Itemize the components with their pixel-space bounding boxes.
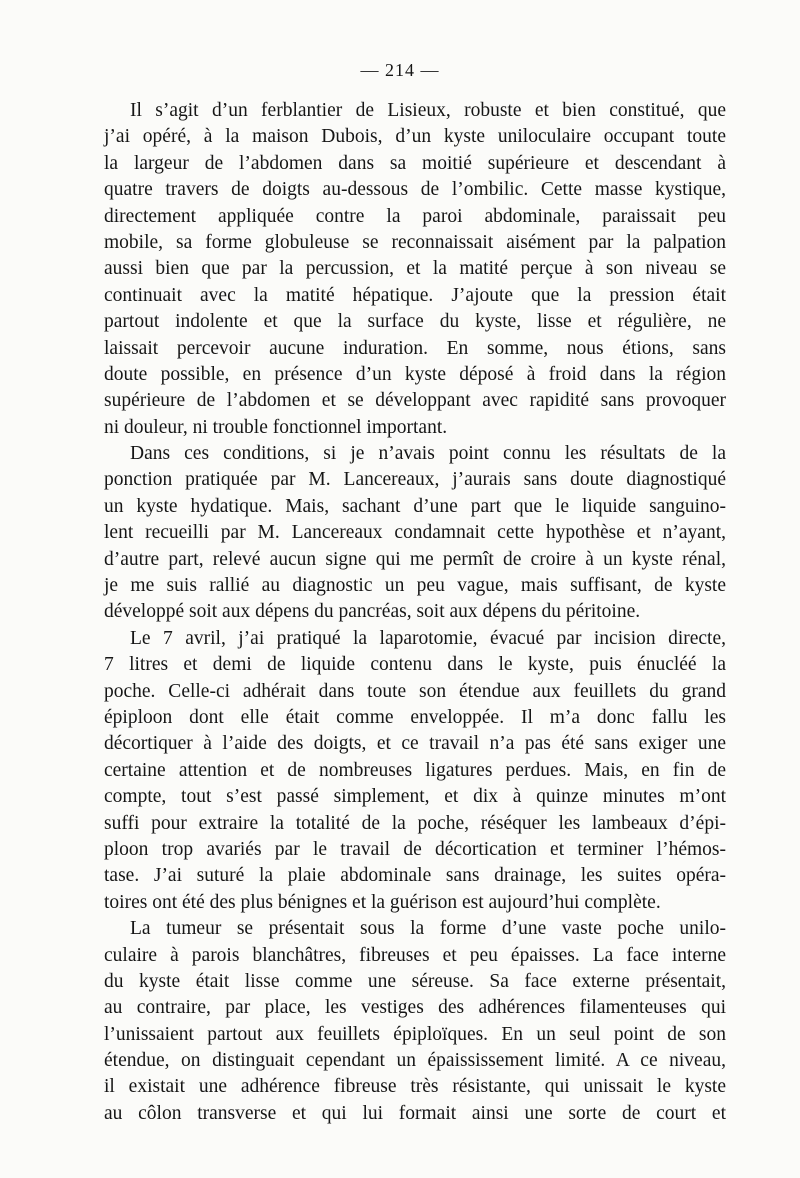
body-text [104, 98, 726, 1127]
paragraph [104, 441, 726, 626]
text-line: supérieure de l’abdomen et se développant avec rapidité sans provoquer [104, 390, 726, 412]
text-line: décortiquer à l’aide des doigts, et ce travail n’a pas été sans exiger une [104, 733, 726, 755]
text-line: épiploon dont elle était comme enveloppée. Il m’a donc fallu les [104, 706, 726, 728]
text-line: continuait avec la matité hépatique. J’ajoute que la pression était [104, 284, 726, 306]
text-line: laissait percevoir aucune induration. En somme, nous étions, sans [104, 337, 726, 359]
text-line: Le 7 avril, j’ai pratiqué la laparotomie, évacué par incision directe, [130, 627, 726, 649]
paragraph [104, 916, 726, 1127]
text-line: développé soit aux dépens du pancréas, soit aux dépens du péritoine. [104, 601, 641, 623]
text-line: toires ont été des plus bénignes et la guérison est aujourd’hui complète. [104, 891, 661, 913]
text-line: il existait une adhérence fibreuse très résistante, qui unissait le kyste [104, 1076, 726, 1098]
text-line: au côlon transverse et qui lui formait ainsi une sorte de court et [104, 1102, 726, 1124]
text-line: poche. Celle-ci adhérait dans toute son étendue aux feuillets du grand [104, 680, 726, 702]
page-number: — 214 — [360, 60, 440, 80]
text-line: étendue, on distinguait cependant un épaississement limité. A ce niveau, [104, 1050, 726, 1072]
text-line: certaine attention et de nombreuses ligatures perdues. Mais, en fin de [104, 759, 726, 781]
text-line: suffi pour extraire la totalité de la poche, réséquer les lambeaux d’épi- [104, 812, 726, 834]
text-line: au contraire, par place, les vestiges des adhérences filamenteuses qui [104, 997, 726, 1019]
text-line: du kyste était lisse comme une séreuse. Sa face externe présentait, [104, 970, 726, 992]
text-line: ploon trop avariés par le travail de décortication et terminer l’hémos- [104, 838, 726, 860]
text-line: Il s’agit d’un ferblantier de Lisieux, robuste et bien constitué, que [130, 100, 726, 121]
text-line: La tumeur se présentait sous la forme d’une vaste poche unilo- [130, 918, 726, 940]
text-line: ponction pratiquée par M. Lancereaux, j’aurais sans doute diagnostiqué [104, 469, 726, 491]
paragraph [104, 98, 726, 441]
paragraph [104, 626, 726, 916]
text-line: d’autre part, relevé aucun signe qui me permît de croire à un kyste rénal, [104, 548, 726, 570]
text-line: compte, tout s’est passé simplement, et dix à quinze minutes m’ont [104, 786, 726, 808]
text-line: mobile, sa forme globuleuse se reconnaissait aisément par la palpation [104, 231, 726, 253]
text-line: 7 litres et demi de liquide contenu dans le kyste, puis énucléé la [104, 654, 726, 676]
text-line: quatre travers de doigts au-dessous de l’ombilic. Cette masse kystique, [104, 179, 726, 201]
text-line: je me suis rallié au diagnostic un peu vague, mais suffisant, de kyste [104, 575, 726, 597]
text-line: aussi bien que par la percussion, et la matité perçue à son niveau se [104, 258, 726, 280]
text-line: Dans ces conditions, si je n’avais point connu les résultats de la [130, 443, 726, 465]
text-line: lent recueilli par M. Lancereaux condamnait cette hypothèse et n’ayant, [104, 522, 726, 544]
text-line: j’ai opéré, à la maison Dubois, d’un kyste uniloculaire occupant toute [104, 126, 726, 148]
text-line: tase. J’ai suturé la plaie abdominale sans drainage, les suites opéra- [104, 865, 726, 887]
text-line: l’unissaient partout aux feuillets épiploïques. En un seul point de son [104, 1023, 726, 1045]
text-line: partout indolente et que la surface du kyste, lisse et régulière, ne [104, 311, 726, 333]
text-line: doute possible, en présence d’un kyste déposé à froid dans la région [104, 363, 726, 385]
text-line: la largeur de l’abdomen dans sa moitié supérieure et descendant à [104, 152, 726, 174]
text-line: directement appliquée contre la paroi abdominale, paraissait peu [104, 205, 726, 227]
text-line: un kyste hydatique. Mais, sachant d’une part que le liquide sanguino- [104, 495, 726, 517]
text-line: culaire à parois blanchâtres, fibreuses et peu épaisses. La face interne [104, 944, 726, 966]
text-line: ni douleur, ni trouble fonctionnel important. [104, 416, 448, 438]
